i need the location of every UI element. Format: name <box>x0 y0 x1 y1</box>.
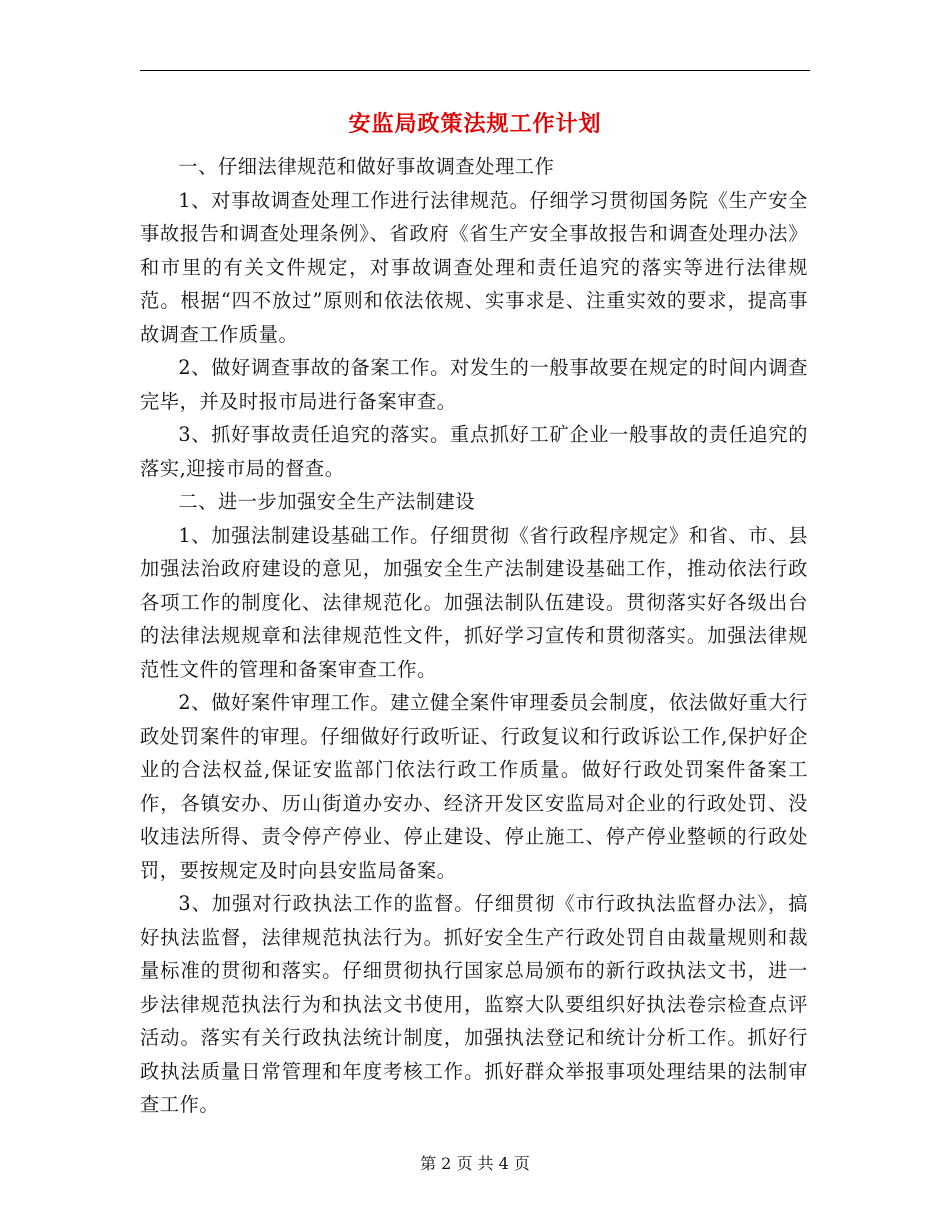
section-heading-2: 二、进一步加强安全生产法制建设 <box>178 490 476 513</box>
page-number: 第 2 页 共 4 页 <box>420 1154 530 1173</box>
document-body <box>140 150 808 1122</box>
paragraph: 2、做好案件审理工作。建立健全案件审理委员会制度，依法做好重大行政处罚案件的审理。仔细做好行政听证、行政复议和行政诉讼工作,保护好企业的合法权益,保证安监部门依法行政工作质量。做好行政处罚案件备案工作，各镇安办、历山街道办安办、经济开发区安监局对企业的行政处罚、没收违法所得、责令停产停业、停止建设、停止施工、停产停业整顿的行政处罚，要按规定及时向县安监局备案。 <box>140 691 808 882</box>
paragraph: 3、抓好事故责任追究的落实。重点抓好工矿企业一般事故的责任追究的落实,迎接市局的督查。 <box>140 423 808 480</box>
paragraph: 1、对事故调查处理工作进行法律规范。仔细学习贯彻国务院《生产安全事故报告和调查处理条例》、省政府《省生产安全事故报告和调查处理办法》和市里的有关文件规定，对事故调查处理和责任追究的落实等进行法律规范。根据“四不放过”原则和依法依规、实事求是、注重实效的要求，提高事故调查工作质量。 <box>140 188 808 346</box>
header-rule <box>140 70 810 71</box>
paragraph: 3、加强对行政执法工作的监督。仔细贯彻《市行政执法监督办法》，搞好执法监督，法律规范执法行为。抓好安全生产行政处罚自由裁量规则和裁量标准的贯彻和落实。仔细贯彻执行国家总局颁布的新行政执法文书，进一步法律规范执法行为和执法文书使用，监察大队要组织好执法卷宗检查点评活动。落实有关行政执法统计制度，加强执法登记和统计分析工作。抓好行政执法质量日常管理和年度考核工作。抓好群众举报事项处理结果的法制审查工作。 <box>140 892 808 1116</box>
paragraph: 2、做好调查事故的备案工作。对发生的一般事故要在规定的时间内调查完毕，并及时报市局进行备案审查。 <box>140 356 808 413</box>
document-title: 安监局政策法规工作计划 <box>348 111 602 137</box>
paragraph: 1、加强法制建设基础工作。仔细贯彻《省行政程序规定》和省、市、县加强法治政府建设的意见，加强安全生产法制建设基础工作，推动依法行政各项工作的制度化、法律规范化。加强法制队伍建设。贯彻落实好各级出台的法律法规规章和法律规范性文件，抓好学习宣传和贯彻落实。加强法律规范性文件的管理和备案审查工作。 <box>140 523 808 681</box>
section-heading-1: 一、仔细法律规范和做好事故调查处理工作 <box>178 155 555 178</box>
